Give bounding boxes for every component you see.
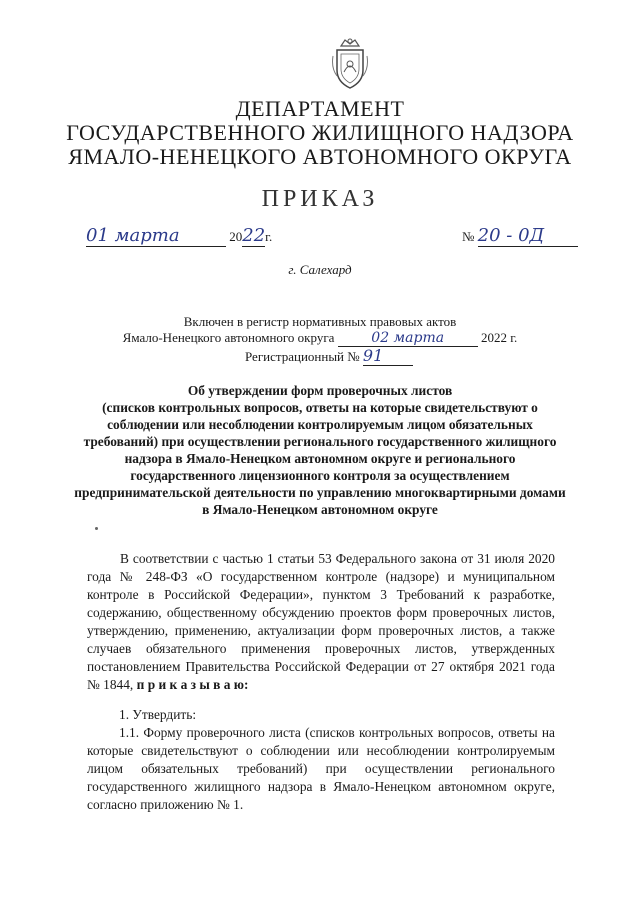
registry-year: 2022 г. <box>480 330 518 345</box>
handwritten-registry-date: 02 марта <box>338 330 478 347</box>
year-prefix: 20 <box>229 229 243 244</box>
department-title-line1: ДЕПАРТАМЕНТ <box>235 96 405 121</box>
department-title-line2: ГОСУДАРСТВЕННОГО ЖИЛИЩНОГО НАДЗОРА <box>66 120 574 145</box>
title-line: (списков контрольных вопросов, ответы на которые свидетельствуют о <box>102 400 538 415</box>
registry-line2 <box>0 330 640 347</box>
order-date <box>86 226 306 247</box>
handwritten-order-number: 20 - 0Д <box>478 226 578 247</box>
title-line: требований) при осуществлении регионального государственного жилищного <box>83 434 557 449</box>
item-1: 1. Утвердить: <box>119 707 197 722</box>
preamble-paragraph <box>87 550 555 694</box>
handwritten-registry-number: 91 <box>363 346 413 366</box>
registry-number-label: Регистрационный № <box>245 349 360 364</box>
handwritten-year: 22 <box>242 225 266 246</box>
title-line: государственного лицензионного контроля за осуществлением <box>130 468 510 483</box>
title-line: соблюдении или несоблюдении контролируемым лицом обязательных <box>107 417 533 432</box>
order-number-label: № <box>462 229 475 244</box>
coat-of-arms-emblem <box>331 36 369 90</box>
title-line: предпринимательской деятельности по управлению многоквартирными домами <box>74 485 566 500</box>
order-directive: п р и к а з ы в а ю: <box>136 677 249 692</box>
title-line: надзора в Ямало-Ненецком автономном округе и регионального <box>124 451 516 466</box>
registry-line3 <box>245 346 413 366</box>
department-title-line3: ЯМАЛО-НЕНЕЦКОГО АВТОНОМНОГО ОКРУГА <box>68 144 572 169</box>
margin-dot <box>95 527 98 530</box>
title-line: в Ямало-Ненецком автономном округе <box>202 502 438 517</box>
order-number <box>462 226 592 247</box>
document-type-title: ПРИКАЗ <box>261 186 379 212</box>
city: г. Салехард <box>288 262 352 277</box>
preamble-text: В соответствии с частью 1 статьи 53 Федерального закона от 31 июля 2020 года № 248-ФЗ «О государственном контроле (надзоре) и муниципальном контроле в Российской Федерации», пунктом 3 Требований к разработке, содержанию, общественному обсуждению проектов форм проверочных листов, утверждению, применению, актуализации форм проверочных листов, а также случаев обязательного применения проверочных листов, утвержденных постановлением Правительства Российской Федерации от 27 октября 2021 года № 1844, <box>87 551 555 692</box>
title-line: Об утверждении форм проверочных листов <box>187 383 453 398</box>
item-1-1: 1.1. Форму проверочного листа (списков контрольных вопросов, ответы на которые свидетельствуют о соблюдении или несоблюдении контролируемым лицом обязательных требований) при осуществлении регионального государственного жилищного надзора в Ямало-Ненецком автономном округе, согласно приложению № 1. <box>87 725 555 812</box>
handwritten-order-date: 01 марта <box>86 226 226 247</box>
registry-region: Ямало-Ненецкого автономного округа <box>122 330 335 345</box>
document-title <box>0 382 640 518</box>
registry-line1: Включен в регистр нормативных правовых актов <box>183 314 457 329</box>
year-suffix: г. <box>265 229 273 244</box>
